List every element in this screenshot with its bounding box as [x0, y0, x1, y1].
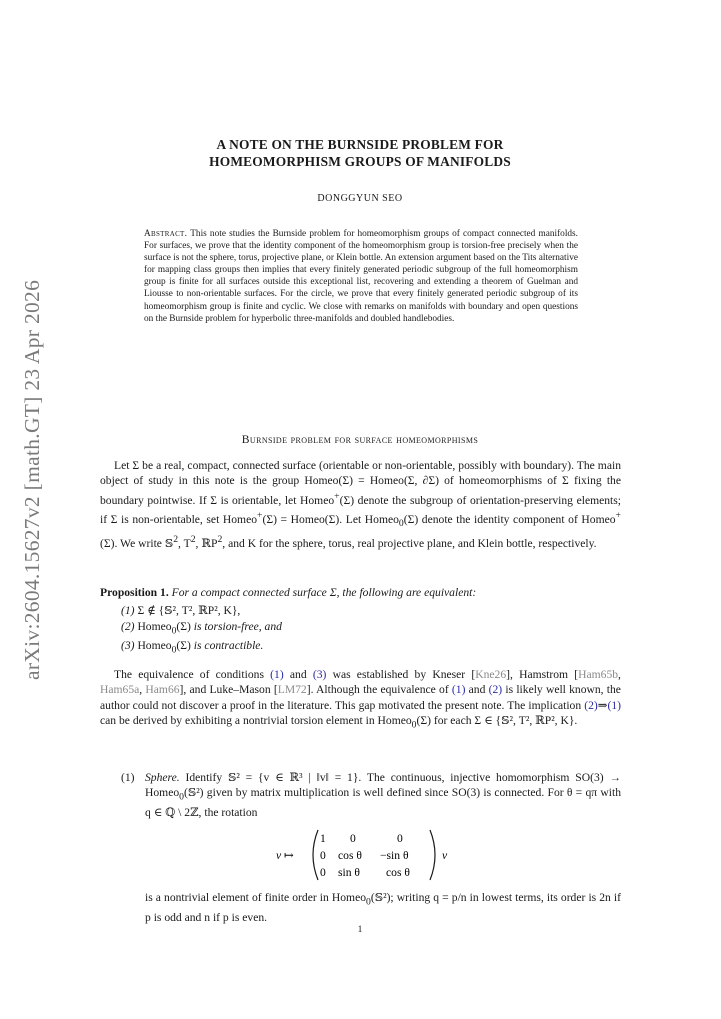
condition-number: (3): [121, 639, 135, 653]
citation-kne26[interactable]: Kne26: [475, 668, 507, 681]
proposition-conditions: [121, 603, 621, 658]
intro-text: (Σ). We write 𝕊: [100, 536, 174, 550]
matrix-entry: 0: [320, 866, 326, 879]
text: and: [468, 683, 486, 697]
intro-text: (Σ) denote the identity component of Homeo: [403, 512, 616, 526]
enum-text: Identify 𝕊² = {v ∈ ℝ³ | ‖v‖ = 1}. The continuous, injective homomorphism SO(3) → Homeo: [145, 771, 621, 800]
citation-ham65b[interactable]: Ham65b: [578, 668, 619, 681]
implies-arrow: ⇒: [597, 698, 608, 712]
sup: +: [334, 490, 340, 502]
text: ], Hamstrom [: [506, 668, 579, 681]
text: and: [289, 668, 307, 681]
page-number: 1: [357, 925, 363, 935]
text: ], and Luke–Mason [: [179, 683, 278, 697]
author-name: DONGGYUN SEO: [317, 193, 403, 204]
matrix-rhs: v: [442, 849, 448, 862]
text: is a nontrivial element of finite order in Homeo: [145, 891, 367, 904]
citation-ham65a[interactable]: Ham65a: [100, 683, 140, 697]
matrix-entry: cos θ: [338, 849, 362, 862]
citation-lm72[interactable]: LM72: [277, 683, 307, 697]
sup: 2: [173, 533, 179, 545]
title-line-1: A NOTE ON THE BURNSIDE PROBLEM FOR: [216, 137, 504, 152]
ref-condition-2[interactable]: (2): [584, 698, 598, 712]
matrix-entry: 0: [320, 849, 326, 862]
paragraph-equivalence: [100, 667, 621, 733]
title-line-2: HOMEOMORPHISM GROUPS OF MANIFOLDS: [209, 153, 511, 169]
proposition-statement: For a compact connected surface Σ, the following are equivalent:: [171, 586, 477, 599]
matrix-lhs: v ↦: [276, 849, 294, 862]
text: can be derived by exhibiting a nontrivial torsion element in Homeo: [100, 714, 412, 728]
text: ]. Although the equivalence of: [306, 683, 449, 697]
sup: +: [257, 510, 263, 522]
matrix-entry: 0: [397, 832, 403, 845]
condition-number: (2): [121, 619, 135, 633]
condition-text: Σ ∉ {𝕊², T², ℝP², K},: [137, 604, 241, 617]
condition-text: Homeo: [137, 619, 172, 633]
rotation-order-text: [145, 890, 621, 925]
sup: +: [615, 510, 621, 522]
text: The equivalence of conditions: [114, 668, 264, 681]
ref-condition-1[interactable]: (1): [451, 683, 466, 697]
matrix-entry: −sin θ: [380, 849, 409, 862]
condition-2: [121, 619, 621, 639]
section-heading: Burnside problem for surface homeomorphisms: [241, 433, 479, 446]
text: ,: [139, 683, 143, 697]
condition-number: (1): [121, 604, 135, 617]
text: was established by Kneser [: [332, 668, 476, 681]
sub: 0: [398, 518, 404, 530]
paper-title: [100, 137, 620, 170]
enum-number: (1): [121, 771, 135, 784]
right-paren: [430, 830, 435, 880]
condition-3: [121, 638, 621, 658]
matrix-svg: [270, 828, 470, 882]
abstract-text: This note studies the Burnside problem for homeomorphism groups of compact connected manifolds. For surfaces, we prove that the identity component of the homeomorphism group is torsion-free precisely when the surface is not the sphere, torus, projective plane, or Klein bottle. An extension argument based on the Tits alternative for mapping class groups then implies that every finitely generated periodic subgroup of the full homeomorphism group is finite for all surfaces outside this exceptional list, recovering and extending a theorem of Guelman and Liousse to non-orientable surfaces. For the circle, we prove that every finitely generated periodic subgroup of its homeomorphism group is finite and cyclic. We close with remarks on manifolds with boundary and open questions on the Burnside problem for hyperbolic three-manifolds and doubled handlebodies.: [144, 229, 578, 324]
citation-ham66[interactable]: Ham66: [145, 683, 180, 697]
arxiv-identifier: arXiv:2604.15627v2 [math.GT] 23 Apr 2026: [20, 279, 44, 680]
sup: 2: [217, 533, 223, 545]
text: is likely well known, the author could not discover a proof in the literature. This gap motivated the present note. The implication: [100, 683, 621, 712]
condition-text: is torsion-free, and: [193, 619, 282, 633]
text: (Σ) for each Σ ∈ {𝕊², T², ℝP², K}.: [416, 714, 578, 728]
sup: 2: [190, 533, 196, 545]
sub: 0: [411, 719, 417, 731]
intro-text: , and K for the sphere, torus, real projective plane, and Klein bottle, respectively.: [222, 536, 597, 550]
proposition-label: Proposition 1.: [100, 586, 169, 599]
sub: 0: [171, 624, 177, 636]
text: ,: [618, 668, 621, 681]
condition-1: [121, 603, 621, 619]
enum-text: (𝕊²) given by matrix multiplication is well defined since SO(3) is connected. For θ = qπ with q ∈ ℚ \ 2ℤ, the rotation: [145, 786, 621, 820]
matrix-entry: cos θ: [386, 866, 410, 879]
sub: 0: [179, 791, 184, 803]
condition-text: Homeo: [137, 639, 172, 653]
intro-text: (Σ) = Homeo(Σ). Let Homeo: [262, 512, 399, 526]
matrix-entry: sin θ: [338, 866, 360, 879]
sub: 0: [171, 644, 177, 656]
ref-condition-3[interactable]: (3): [312, 668, 327, 681]
abstract-label: Abstract.: [144, 229, 188, 239]
left-paren: [313, 830, 318, 880]
matrix-entries: [320, 832, 410, 879]
matrix-entry: 1: [320, 832, 326, 845]
text: (𝕊²); writing q = p/n in lowest terms, its order is 2n if p is odd and n if p is even.: [145, 891, 622, 924]
ref-condition-2[interactable]: (2): [488, 683, 503, 697]
condition-text: is contractible.: [193, 639, 264, 653]
ref-condition-1[interactable]: (1): [607, 698, 621, 712]
enumeration-item-sphere: [121, 770, 621, 821]
proposition: [100, 585, 621, 600]
abstract: [144, 228, 578, 325]
paragraph-intro: [100, 458, 621, 551]
sub: 0: [366, 896, 371, 908]
rotation-matrix-equation: [270, 828, 470, 882]
enum-label: Sphere.: [145, 771, 180, 784]
intro-text: (Σ) denote the subgroup of orientation-preserving elements; if Σ is non-orientable, set Homeo: [100, 493, 622, 526]
ref-condition-1[interactable]: (1): [270, 668, 284, 681]
intro-text: , T: [178, 536, 191, 550]
condition-text: (Σ): [176, 639, 191, 653]
matrix-entry: 0: [350, 832, 356, 845]
intro-text: , ℝP: [195, 536, 218, 550]
condition-text: (Σ): [176, 619, 191, 633]
intro-text: Let Σ be a real, compact, connected surface (orientable or non-orientable, possibly with boundary). The main object of study in this note is the group Homeo(Σ) = Homeo(Σ, ∂Σ) of homeomorphisms of Σ fixing the boundary pointwise. If Σ is orientable, let Homeo: [100, 459, 621, 507]
enum-content: [145, 770, 621, 821]
